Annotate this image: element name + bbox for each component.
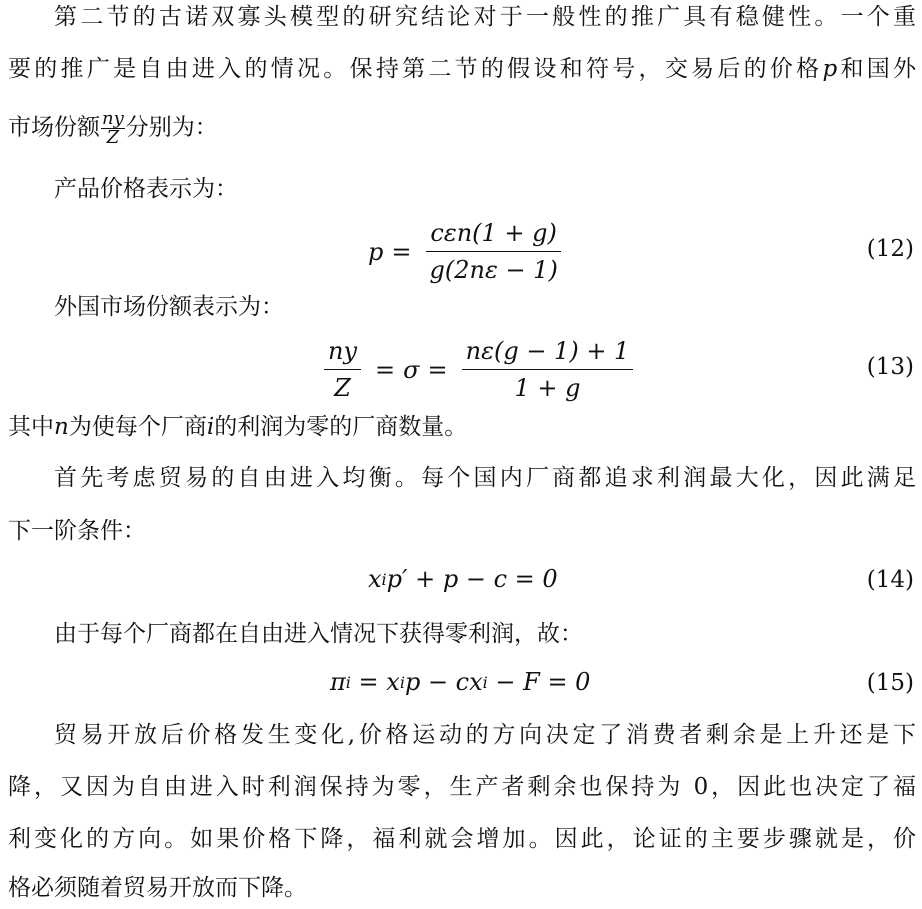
paragraph-3-line-3: 利变化的方向。如果价格下降，福利就会增加。因此，论证的主要步骤就是，价 — [8, 826, 916, 852]
variable-n: n — [54, 414, 69, 440]
eq13-sigma: σ — [403, 355, 420, 384]
eq13-rhs-numerator: nε(g − 1) + 1 — [462, 336, 634, 370]
equation-number-14: (14) — [866, 567, 914, 593]
text-segment: 和国外 — [837, 56, 917, 82]
equation-12 — [0, 218, 922, 284]
equation-number-15: (15) — [866, 670, 914, 696]
paragraph-3-line-2: 降，又因为自由进入时利润保持为零，生产者剩余也保持为 0，因此也决定了福 — [8, 774, 916, 800]
text-segment: 市场份额 — [8, 114, 100, 141]
label-zero-profit: 由于每个厂商都在自由进入情况下获得零利润，故： — [54, 621, 583, 647]
eq15-equals: = — [350, 668, 387, 696]
paragraph-1-line-3 — [8, 110, 916, 147]
text-segment: 为使每个厂商 — [68, 414, 207, 440]
text-segment: 分别为： — [125, 114, 218, 141]
text-segment: 的利润为零的厂商数量。 — [214, 414, 468, 440]
label-foreign-market-share: 外国市场份额表示为： — [54, 294, 284, 320]
paragraph-2-line-1: 首先考虑贸易的自由进入均衡。每个国内厂商都追求利润最大化，因此满足 — [54, 465, 916, 491]
eq15-mid: p − cx — [404, 668, 483, 696]
eq15-pi: π — [330, 668, 346, 696]
inline-fraction-ny-over-z — [101, 110, 125, 147]
equation-13 — [0, 336, 922, 402]
paragraph-2-line-2: 下一阶条件： — [8, 518, 146, 544]
eq13-lhs-fraction — [324, 336, 361, 403]
eq13-lhs-denominator: Z — [334, 374, 351, 402]
equation-13-body — [318, 336, 639, 403]
eq14-x: x — [368, 565, 382, 593]
eq15-x1-subscript: i — [399, 672, 405, 692]
text-segment: 其中 — [8, 414, 54, 440]
eq12-lhs: p — [368, 237, 384, 266]
eq15-pi-subscript: i — [345, 672, 351, 692]
eq13-equals-2: = — [427, 355, 448, 384]
label-product-price: 产品价格表示为： — [54, 176, 238, 202]
paragraph-3-line-1: 贸易开放后价格发生变化,价格运动的方向决定了消费者剩余是上升还是下 — [54, 722, 916, 748]
eq13-equals-1: = — [375, 355, 396, 384]
equation-number-13: (13) — [866, 354, 914, 380]
equation-number-12: (12) — [866, 236, 914, 262]
paragraph-1-line-2 — [8, 54, 916, 84]
variable-i: i — [206, 414, 215, 440]
equation-14 — [0, 565, 922, 599]
fraction-numerator: ny — [102, 108, 124, 129]
equation-14-body — [368, 565, 558, 593]
equation-15 — [0, 668, 922, 702]
paragraph-3-line-4: 格必须随着贸易开放而下降。 — [8, 875, 307, 901]
eq15-x2-subscript: i — [482, 672, 488, 692]
eq13-lhs-numerator: ny — [324, 336, 361, 370]
text-segment: 要的推广是自由进入的情况。保持第二节的假设和符号，交易后的价格 — [8, 56, 823, 82]
eq15-tail: − F = 0 — [487, 668, 591, 696]
eq15-x1: x — [386, 668, 400, 696]
eq13-rhs-denominator: 1 + g — [514, 374, 581, 402]
variable-p: p — [822, 56, 838, 82]
eq12-fraction — [425, 218, 561, 285]
fraction-denominator: Z — [106, 127, 120, 148]
where-line — [8, 412, 916, 442]
eq13-rhs-fraction — [462, 336, 634, 403]
eq12-equals: = — [391, 237, 412, 266]
eq14-rest: p′ + p − c = 0 — [386, 565, 558, 593]
eq12-denominator: g(2nε − 1) — [429, 256, 558, 284]
equation-12-body — [368, 218, 568, 285]
eq14-subscript-i: i — [381, 569, 387, 589]
equation-15-body — [330, 668, 590, 696]
eq12-numerator: cεn(1 + g) — [426, 218, 561, 252]
paragraph-1-line-1: 第二节的古诺双寡头模型的研究结论对于一般性的推广具有稳健性。一个重 — [54, 4, 916, 30]
